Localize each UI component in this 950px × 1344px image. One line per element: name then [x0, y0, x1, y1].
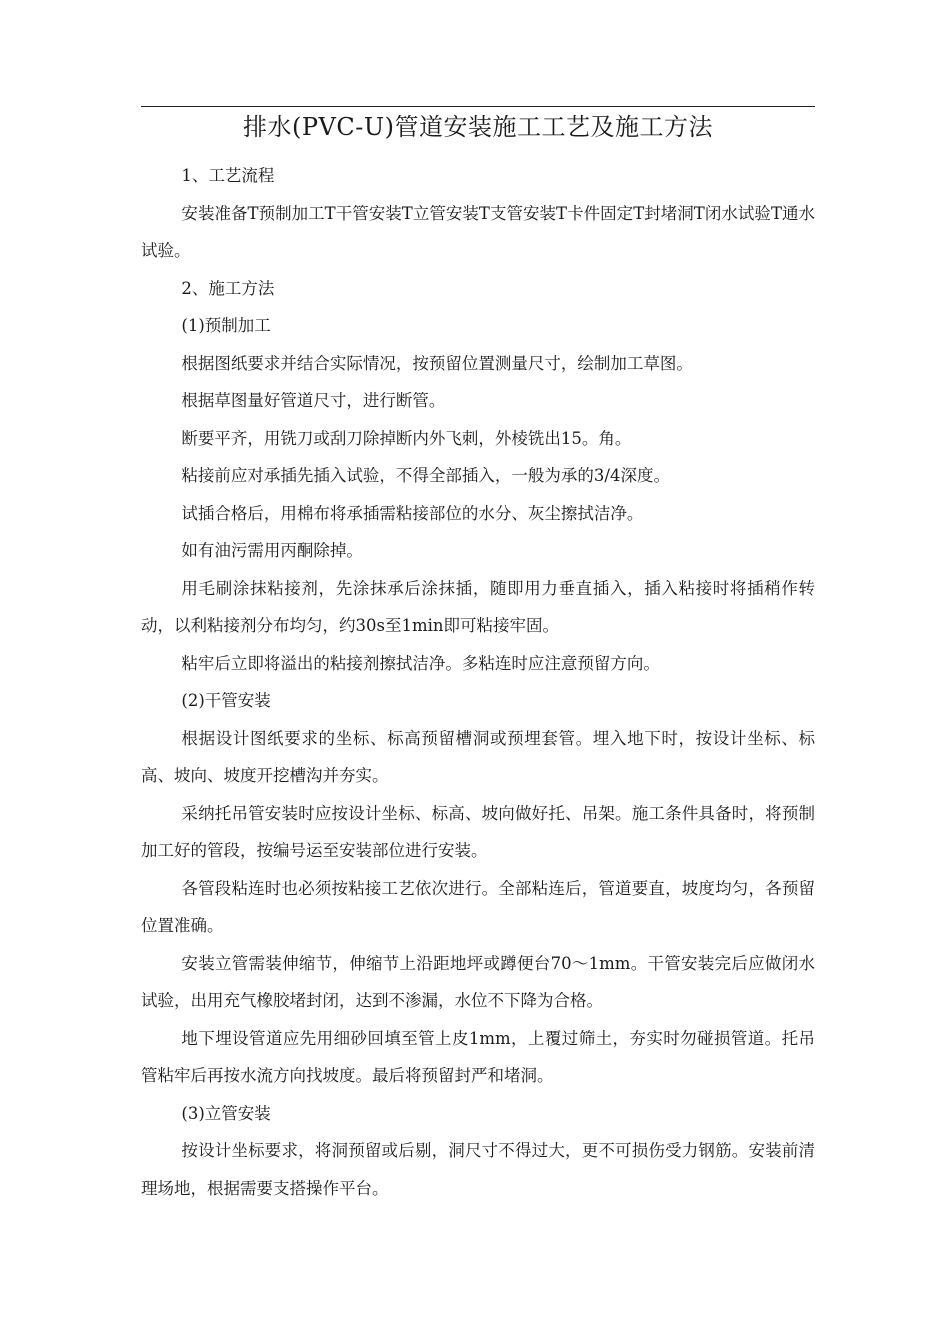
paragraph: 用毛刷涂抹粘接剂，先涂抹承后涂抹插，随即用力垂直插入，插入粘接时将插稍作转动，以利粘接剂分布均匀，约30s至1min即可粘接牢固。	[141, 578, 815, 635]
paragraph: 根据设计图纸要求的坐标、标高预留槽洞或预埋套管。埋入地下时，按设计坐标、标高、坡向、坡度开挖槽沟并夯实。	[141, 728, 815, 785]
header-rule	[141, 106, 815, 107]
paragraph: 试插合格后，用棉布将承插需粘接部位的水分、灰尘擦拭洁净。	[181, 503, 644, 523]
section-heading: 2、施工方法	[181, 278, 275, 298]
paragraph: 各管段粘连时也必须按粘接工艺依次进行。全部粘连后，管道要直，坡度均匀，各预留位置准确。	[141, 878, 815, 935]
paragraph: 根据草图量好管道尺寸，进行断管。	[181, 391, 446, 410]
paragraph: 安装立管需装伸缩节，伸缩节上沿距地坪或蹲便台70〜1mm。干管安装完后应做闭水试验，出用充气橡胶堵封闭，达到不渗漏，水位不下降为合格。	[141, 953, 815, 1010]
paragraph: 根据图纸要求并结合实际情况，按预留位置测量尺寸，绘制加工草图。	[181, 353, 693, 373]
subsection-heading: (3)立管安装	[181, 1103, 271, 1123]
paragraph: 粘接前应对承插先插入试验，不得全部插入，一般为承的3/4深度。	[181, 466, 670, 485]
subsection-heading: (1)预制加工	[181, 316, 271, 335]
paragraph: 地下埋设管道应先用细砂回填至管上皮1mm，上覆过筛土，夯实时勿碰损管道。托吊管粘牢后再按水流方向找坡度。最后将预留封严和堵洞。	[141, 1028, 815, 1085]
paragraph: 断要平齐，用铣刀或刮刀除掉断内外飞刺，外棱铣出15。角。	[181, 428, 632, 448]
paragraph: 采纳托吊管安装时应按设计坐标、标高、坡向做好托、吊架。施工条件具备时，将预制加工好的管段，按编号运至安装部位进行安装。	[141, 803, 815, 860]
subsection-heading: (2)干管安装	[181, 691, 271, 710]
paragraph: 粘牢后立即将溢出的粘接剂擦拭洁净。多粘连时应注意预留方向。	[181, 653, 660, 673]
document-title: 排水(PVC-U)管道安装施工工艺及施工方法	[243, 113, 713, 141]
section-heading: 1、工艺流程	[181, 166, 275, 185]
paragraph: 按设计坐标要求，将洞预留或后剔，洞尺寸不得过大，更不可损伤受力钢筋。安装前清理场地，根据需要支搭操作平台。	[141, 1141, 815, 1198]
paragraph: 安装准备T预制加工T干管安装T立管安装T支管安装T卡件固定T封堵洞T闭水试验T通水试验。	[141, 203, 815, 260]
document-body	[141, 157, 815, 1207]
paragraph: 如有油污需用丙酮除掉。	[181, 541, 363, 560]
